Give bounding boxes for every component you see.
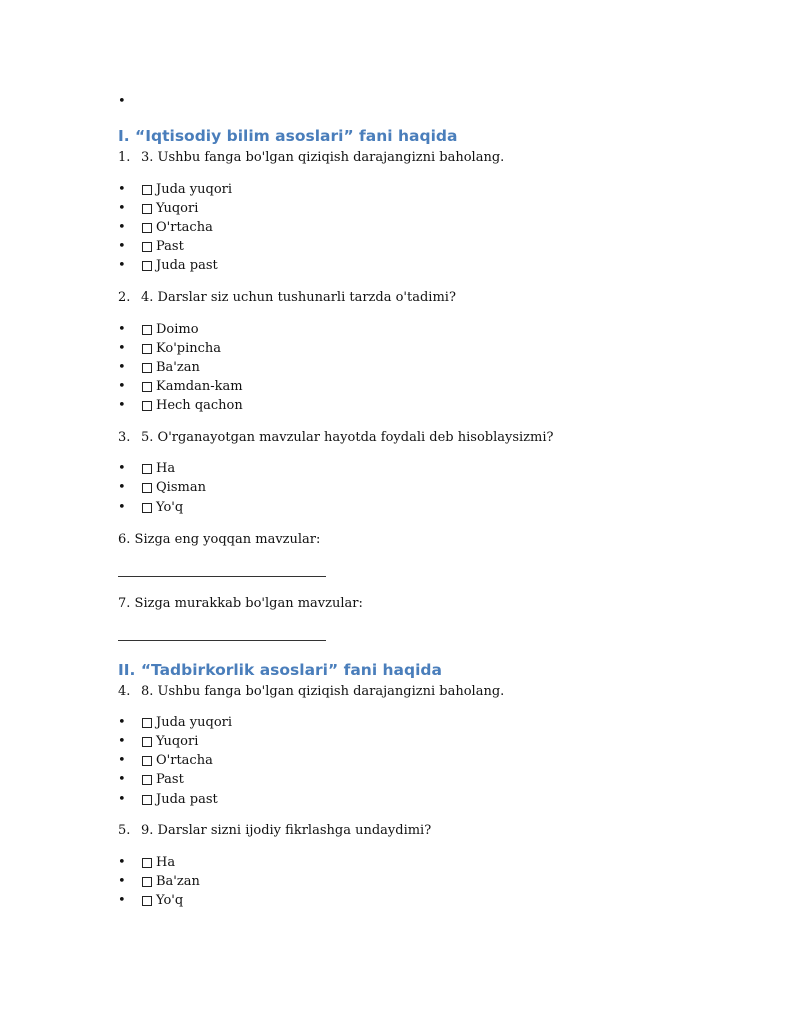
question-7-text: 7. Sizga murakkab bo'lgan mavzular: xyxy=(118,596,363,611)
question-text: 3. Ushbu fanga bo'lgan qiziqish darajangizni baholang. xyxy=(141,150,505,165)
question-text: 4. Darslar siz uchun tushunarli tarzda o'tadimi? xyxy=(141,290,456,305)
option-juda-past[interactable]: Juda past xyxy=(142,258,218,273)
option-ha[interactable]: Ha xyxy=(142,855,175,870)
checkbox-icon[interactable] xyxy=(142,877,152,887)
checkbox-icon[interactable] xyxy=(142,185,152,195)
option-yoq[interactable]: Yo'q xyxy=(142,893,183,908)
option-hech-qachon[interactable]: Hech qachon xyxy=(142,398,243,413)
checkbox-icon[interactable] xyxy=(142,737,152,747)
list-number: 1. xyxy=(118,150,131,165)
option-past[interactable]: Past xyxy=(142,772,184,787)
option-juda-yuqori[interactable]: Juda yuqori xyxy=(142,182,232,197)
checkbox-icon[interactable] xyxy=(142,382,152,392)
option-kamdan-kam[interactable]: Kamdan-kam xyxy=(142,379,243,394)
option-ortacha[interactable]: O'rtacha xyxy=(142,220,213,235)
section-1-heading: I. “Iqtisodiy bilim asoslari” fani haqida xyxy=(118,127,458,145)
checkbox-icon[interactable] xyxy=(142,401,152,411)
checkbox-icon[interactable] xyxy=(142,261,152,271)
list-number: 4. xyxy=(118,684,131,699)
list-number: 3. xyxy=(118,430,131,445)
option-juda-past[interactable]: Juda past xyxy=(142,792,218,807)
option-past[interactable]: Past xyxy=(142,239,184,254)
checkbox-icon[interactable] xyxy=(142,325,152,335)
checkbox-icon[interactable] xyxy=(142,344,152,354)
checkbox-icon[interactable] xyxy=(142,464,152,474)
option-yuqori[interactable]: Yuqori xyxy=(142,734,198,749)
checkbox-icon[interactable] xyxy=(142,242,152,252)
answer-line-6[interactable] xyxy=(118,576,326,577)
question-text: 9. Darslar sizni ijodiy fikrlashga undaydimi? xyxy=(141,823,432,838)
list-number: 5. xyxy=(118,823,131,838)
option-qisman[interactable]: Qisman xyxy=(142,480,206,495)
checkbox-icon[interactable] xyxy=(142,718,152,728)
checkbox-icon[interactable] xyxy=(142,363,152,373)
option-bazan[interactable]: Ba'zan xyxy=(142,874,200,889)
option-ha[interactable]: Ha xyxy=(142,461,175,476)
checkbox-icon[interactable] xyxy=(142,204,152,214)
checkbox-icon[interactable] xyxy=(142,756,152,766)
option-bazan[interactable]: Ba'zan xyxy=(142,360,200,375)
checkbox-icon[interactable] xyxy=(142,223,152,233)
option-yoq[interactable]: Yo'q xyxy=(142,500,183,515)
checkbox-icon[interactable] xyxy=(142,775,152,785)
list-number: 2. xyxy=(118,290,131,305)
option-doimo[interactable]: Doimo xyxy=(142,322,199,337)
empty-bullet: • xyxy=(118,94,126,109)
option-kopincha[interactable]: Ko'pincha xyxy=(142,341,221,356)
option-juda-yuqori[interactable]: Juda yuqori xyxy=(142,715,232,730)
checkbox-icon[interactable] xyxy=(142,483,152,493)
document-page: • I. “Iqtisodiy bilim asoslari” fani haqida 1. 3. Ushbu fanga bo'lgan qiziqish darajangizni baholang. • Juda yuqori • Yuqori • O'rtacha • Past • Juda past 2. 4. Darslar siz uchun tushunarli tarzda o'tadimi? • Doimo • Ko'pincha • Ba'zan • Kamdan-kam • Hech qachon 3. 5. O'rganayotgan mavzular hayotda foydali deb hisoblaysizmi? • Ha • Qisman • Yo'q 6. Sizga eng yoqqan mavzular: 7. Sizga murakkab bo'lgan mavzular: II. “Tadbirkorlik asoslari” fani haqida 4. 8. Ushbu fanga bo'lgan qiziqish darajangizni baholang. • Juda yuqori • Yuqori • O'rtacha • Past • Juda past 5. 9. Darslar sizni ijodiy fikrlashga undaydimi? • Ha • Ba'zan • Yo'q xyxy=(118,94,554,908)
question-6-text: 6. Sizga eng yoqqan mavzular: xyxy=(118,532,321,547)
checkbox-icon[interactable] xyxy=(142,503,152,513)
question-text: 8. Ushbu fanga bo'lgan qiziqish darajangizni baholang. xyxy=(141,684,505,699)
checkbox-icon[interactable] xyxy=(142,896,152,906)
option-ortacha[interactable]: O'rtacha xyxy=(142,753,213,768)
answer-line-7[interactable] xyxy=(118,640,326,641)
section-2-heading: II. “Tadbirkorlik asoslari” fani haqida xyxy=(118,661,442,679)
checkbox-icon[interactable] xyxy=(142,795,152,805)
checkbox-icon[interactable] xyxy=(142,858,152,868)
option-yuqori[interactable]: Yuqori xyxy=(142,201,198,216)
question-text: 5. O'rganayotgan mavzular hayotda foydali deb hisoblaysizmi? xyxy=(141,430,554,445)
